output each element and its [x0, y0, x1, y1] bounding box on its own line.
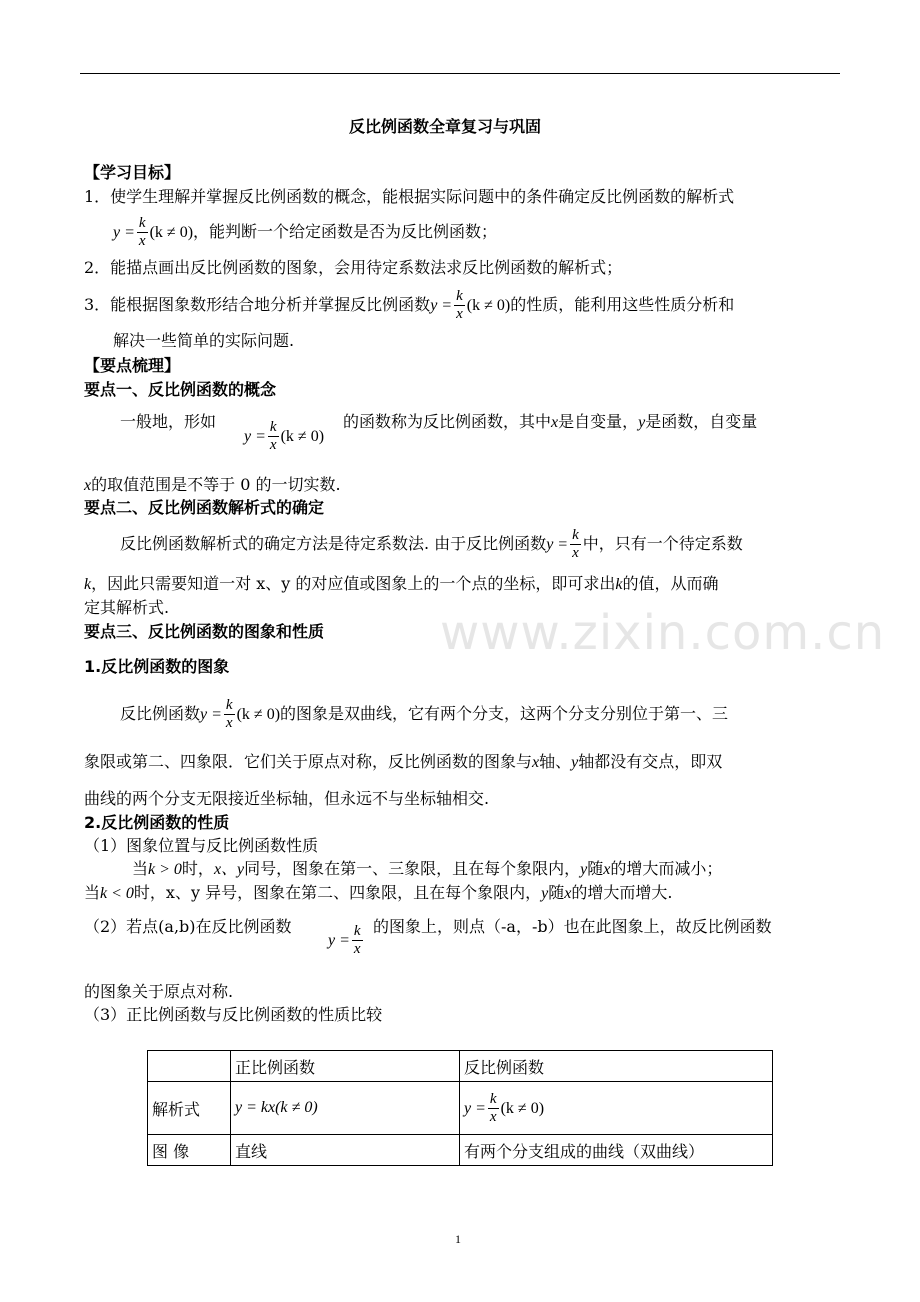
section-goals-heading: 【学习目标】 — [84, 163, 181, 182]
table-row — [148, 1135, 773, 1166]
table-cell: 图 像 — [148, 1135, 231, 1166]
goal-3-text-b: 的性质，能利用这些性质分析和 — [510, 295, 735, 314]
subsection-1-line-2: 象限或第二、四象限．它们关于原点对称，反比例函数的图象与x轴、y轴都没有交点，即双 — [84, 752, 723, 771]
table-cell: 解析式 — [148, 1082, 231, 1135]
subsection-1-line-3: 曲线的两个分支无限接近坐标轴，但永远不与坐标轴相交. — [84, 789, 490, 808]
table-row — [148, 1082, 773, 1135]
fraction-k-over-x: $\frac{k}{x}$ — [269, 419, 277, 453]
goal-3-text-a: 3．能根据图象数形结合地分析并掌握反比例函数 — [84, 295, 431, 314]
table-cell — [148, 1051, 231, 1082]
goal-2-text: 2．能描点画出反比例函数的图象，会用待定系数法求反比例函数的解析式； — [84, 258, 623, 277]
page-number: 1 — [455, 1232, 461, 1246]
table-row — [148, 1051, 773, 1082]
goal-1-text-b: ，能判断一个给定函数是否为反比例函数； — [193, 222, 498, 241]
subsection-2-item-2-text: （2）若点(a,b)在反比例函数 — [84, 917, 292, 936]
point-2-heading: 要点二、反比例函数解析式的确定 — [84, 498, 325, 517]
subsection-2-item-2-text-c: 的图象关于原点对称. — [84, 982, 234, 1001]
table-cell: y = $\frac{k}{x}$ (k ≠ 0) — [460, 1082, 773, 1135]
subsection-2-item-1-line-1: 当k > 0时，x、y同号，图象在第一、三象限，且在每个象限内，y随x的增大而减小； — [132, 859, 723, 878]
goal-1-text: 1．使学生理解并掌握反比例函数的概念，能根据实际问题中的条件确定反比例函数的解析式 — [84, 187, 735, 206]
fraction-k-over-x: $\frac{k}{x}$ — [572, 527, 579, 561]
point-3-heading: 要点三、反比例函数的图象和性质 — [84, 622, 325, 641]
point-2-line-1: 反比例函数解析式的确定方法是待定系数法. 由于反比例函数y = $\frac{k}{x}$ 中，只有一个待定系数 — [120, 527, 743, 561]
fraction-k-over-x: $\frac{k}{x}$ — [489, 1090, 497, 1125]
point-2-line-2: k，因此只需要知道一对 x、y 的对应值或图象上的一个点的坐标，即可求出k的值，从而确 — [84, 574, 719, 593]
fraction-k-over-x: $\frac{k}{x}$ — [456, 288, 463, 322]
section-points-heading: 【要点梳理】 — [84, 356, 181, 375]
subsection-2-item-2-formula: y = $\frac{k}{x}$ — [328, 923, 361, 957]
table-cell: 有两个分支组成的曲线（双曲线） — [460, 1135, 773, 1166]
formula-y-eq: y = — [430, 297, 453, 314]
watermark: www.zixin.com.cn — [440, 605, 886, 661]
point-1-heading: 要点一、反比例函数的概念 — [84, 380, 277, 399]
goal-1-formula-line — [113, 210, 497, 255]
fraction-k-over-x: $\frac{k}{x}$ — [353, 923, 361, 957]
fraction-k-over-x: $\frac{k}{x}$ — [225, 697, 233, 731]
formula-cond: (k ≠ 0) — [149, 224, 194, 241]
subsection-2-item-1-line-2: 当k < 0时，x、y 异号，图象在第二、四象限，且在每个象限内，y随x的增大而增大. — [84, 883, 673, 902]
point-1-formula: y = $\frac{k}{x}$ (k ≠ 0) — [244, 419, 325, 453]
formula-y-eq: y = — [113, 224, 135, 241]
point-1-line-2: x的取值范围是不等于 0 的一切实数. — [84, 475, 341, 494]
goal-3-text-c: 解决一些简单的实际问题. — [113, 331, 295, 350]
goal-3-line — [84, 283, 734, 328]
table-cell: 正比例函数 — [231, 1051, 460, 1082]
comparison-table — [147, 1050, 773, 1166]
subsection-2-item-2-text-b: 的图象上，则点（-a，-b）也在此图象上，故反比例函数 — [373, 917, 772, 936]
subsection-1-heading: 1.反比例函数的图象 — [84, 657, 230, 676]
subsection-1-line-1: 反比例函数y = $\frac{k}{x}$ (k ≠ 0)的图象是双曲线，它有两个分支，这两个分支分别位于第一、三 — [120, 697, 729, 731]
page-title: 反比例函数全章复习与巩固 — [349, 117, 542, 136]
table-cell: 直线 — [231, 1135, 460, 1166]
formula-cond: (k ≠ 0) — [466, 297, 511, 314]
fraction-k-over-x: $\frac{k}{x}$ — [138, 215, 146, 249]
subsection-2-item-3: （3）正比例函数与反比例函数的性质比较 — [84, 1005, 383, 1024]
point-1-line: 的函数称为反比例函数，其中x是自变量，y是函数，自变量 — [343, 412, 758, 431]
table-cell: 反比例函数 — [460, 1051, 773, 1082]
point-1-text-a: 一般地，形如 — [120, 412, 217, 431]
subsection-2-heading: 2.反比例函数的性质 — [84, 813, 230, 832]
subsection-2-item-1: （1）图象位置与反比例函数性质 — [84, 836, 319, 855]
header-rule — [80, 73, 840, 74]
table-cell: y = kx(k ≠ 0) — [231, 1082, 460, 1135]
point-2-line-3: 定其解析式. — [84, 598, 170, 617]
